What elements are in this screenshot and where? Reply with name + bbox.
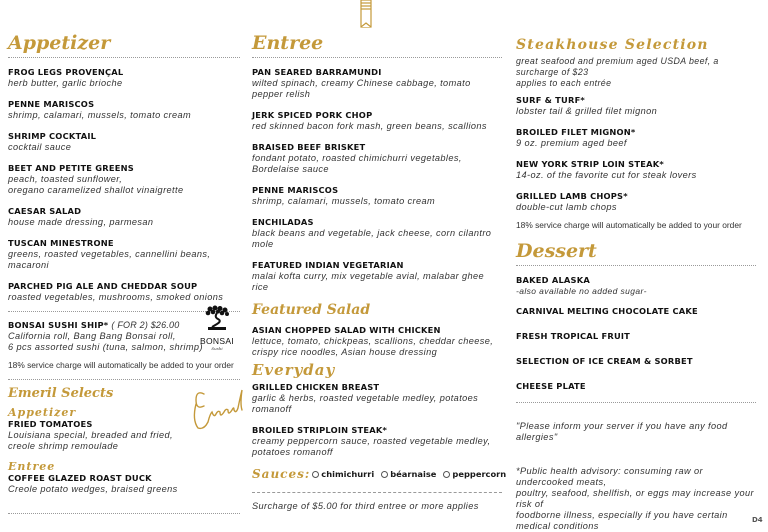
item-desc: lettuce, tomato, chickpeas, scallions, cheddar cheese, — [252, 336, 494, 346]
item-name: CARNIVAL MELTING CHOCOLATE CAKE — [516, 306, 698, 316]
item-desc: greens, roasted vegetables, cannellini beans, macaroni — [8, 249, 211, 270]
item-desc: cocktail sauce — [8, 142, 72, 152]
menu-item — [252, 185, 502, 207]
sauce-option-chimichurri[interactable]: chimichurri — [312, 469, 374, 479]
menu-item — [252, 217, 502, 250]
item-name: FRESH TROPICAL FRUIT — [516, 331, 631, 341]
bonsai-logo-subtext: Sushi — [211, 346, 223, 351]
item-desc: 9 oz. premium aged beef — [516, 138, 627, 148]
item-name: ENCHILADAS — [252, 217, 314, 227]
everyday-heading: Everyday — [252, 361, 336, 379]
bonsai-logo — [198, 305, 236, 351]
item-name: NEW YORK STRIP LOIN STEAK* — [516, 159, 664, 169]
item-name: PAN SEARED BARRAMUNDI — [252, 67, 382, 77]
item-name: ASIAN CHOPPED SALAD WITH CHICKEN — [252, 325, 441, 335]
menu-item — [8, 99, 240, 121]
item-desc: shrimp, calamari, mussels, tomato cream — [8, 110, 192, 120]
menu-item — [252, 142, 502, 175]
item-desc: 14-oz. of the favorite cut for steak lovers — [516, 170, 697, 180]
service-charge-note: 18% service charge will automatically be added to your order — [516, 220, 742, 230]
menu-item — [516, 275, 756, 297]
menu-item — [516, 95, 756, 117]
item-desc: red skinned bacon fork mash, green beans, scallions — [252, 121, 487, 131]
menu-item — [516, 331, 756, 342]
divider — [252, 492, 502, 493]
allergy-note: "Please inform your server if you have any food allergies" — [516, 421, 728, 442]
item-name: COFFEE GLAZED ROAST DUCK — [8, 473, 152, 483]
bonsai-tree-icon — [202, 305, 232, 331]
radio-circle-icon — [381, 471, 388, 478]
item-name: FRIED TOMATOES — [8, 419, 93, 429]
column-right — [516, 0, 756, 532]
item-name: BRAISED BEEF BRISKET — [252, 142, 366, 152]
divider — [516, 402, 756, 403]
sauce-option-peppercorn[interactable]: peppercorn — [443, 469, 506, 479]
item-desc: double-cut lamb chops — [516, 202, 617, 212]
item-name: CAESAR SALAD — [8, 206, 82, 216]
item-name: FEATURED INDIAN VEGETARIAN — [252, 260, 404, 270]
column-middle — [252, 0, 507, 512]
appetizer-heading: Appetizer — [8, 32, 111, 54]
menu-item — [8, 67, 240, 89]
menu-item — [252, 110, 502, 132]
menu-item — [252, 260, 502, 293]
featured-salad-heading: Featured Salad — [252, 302, 371, 318]
menu-item — [8, 163, 240, 196]
divider — [8, 379, 240, 380]
item-desc: California roll, Bang Bang Bonsai roll, — [8, 331, 176, 341]
sauces-label: Sauces: — [252, 467, 311, 481]
item-name: PARCHED PIG ALE AND CHEDDAR SOUP — [8, 281, 198, 291]
item-desc: garlic & herbs, roasted vegetable medley, potatoes romanoff — [252, 393, 479, 414]
item-desc: malai kofta curry, mix vegetable avial, malabar ghee rice — [252, 271, 485, 292]
menu-item — [252, 382, 502, 415]
menu-item — [252, 325, 502, 358]
item-desc: black beans and vegetable, jack cheese, corn cilantro mole — [252, 228, 492, 249]
item-name: FROG LEGS PROVENÇAL — [8, 67, 124, 77]
item-desc: herb butter, garlic brioche — [8, 78, 123, 88]
page-number: D4 — [752, 516, 763, 524]
menu-item — [8, 473, 240, 495]
item-name: BROILED STRIPLOIN STEAK* — [252, 425, 388, 435]
item-name: BONSAI SUSHI SHIP* — [8, 320, 109, 330]
emeril-selects-heading: Emeril Selects — [8, 386, 114, 401]
surcharge-note: Surcharge of $5.00 for third entree or more applies — [252, 501, 479, 511]
item-name: BROILED FILET MIGNON* — [516, 127, 636, 137]
radio-circle-icon — [443, 471, 450, 478]
menu-item — [8, 281, 240, 303]
item-name: JERK SPICED PORK CHOP — [252, 110, 373, 120]
menu-item — [516, 306, 756, 317]
health-advisory: *Public health advisory: consuming raw or undercooked meats, poultry, seafood, shellfish, or eggs may increase your risk of foodborne illness, especially if you have certain medical conditions — [516, 466, 754, 531]
menu-item — [516, 356, 756, 367]
item-desc: roasted vegetables, mushrooms, smoked onions — [8, 292, 224, 302]
steakhouse-intro: great seafood and premium aged USDA beef, a surcharge of $23 — [516, 56, 719, 77]
item-name: SURF & TURF* — [516, 95, 585, 105]
divider — [8, 57, 240, 58]
menu-item — [252, 425, 502, 458]
item-desc: oregano caramelized shallot vinaigrette — [8, 185, 184, 195]
item-desc: 6 pcs assorted sushi (tuna, salmon, shrimp) — [8, 342, 203, 352]
bonsai-logo-text: BONSAI — [200, 336, 234, 346]
item-desc: creamy peppercorn sauce, roasted vegetable medley, — [252, 436, 491, 446]
menu-item — [516, 191, 756, 213]
menu-item — [8, 238, 240, 271]
emeril-entree-label: Entree — [8, 460, 56, 473]
item-name: GRILLED CHICKEN BREAST — [252, 382, 380, 392]
item-desc: crispy rice noodles, Asian house dressing — [252, 347, 438, 357]
column-left — [8, 0, 240, 514]
menu-item — [8, 206, 240, 228]
menu-item — [252, 67, 502, 100]
emeril-appetizer-label: Appetizer — [8, 406, 77, 419]
divider — [8, 513, 240, 514]
menu-item — [516, 381, 756, 392]
emeril-signature-icon — [190, 384, 246, 432]
service-charge-note: 18% service charge will automatically be added to your order — [8, 360, 234, 370]
item-desc: Bordelaise sauce — [252, 164, 329, 174]
item-price: ( FOR 2) $26.00 — [111, 320, 180, 330]
item-name: CHEESE PLATE — [516, 381, 586, 391]
item-name: PENNE MARISCOS — [8, 99, 95, 109]
radio-circle-icon — [312, 471, 319, 478]
item-name: SHRIMP COCKTAIL — [8, 131, 97, 141]
item-desc: wilted spinach, creamy Chinese cabbage, tomato pepper relish — [252, 78, 471, 99]
item-desc: fondant potato, roasted chimichurri vegetables, — [252, 153, 462, 163]
divider — [516, 265, 756, 266]
item-desc: creole shrimp remoulade — [8, 441, 119, 451]
item-name: BEET AND PETITE GREENS — [8, 163, 134, 173]
item-name: PENNE MARISCOS — [252, 185, 339, 195]
dessert-heading: Dessert — [516, 240, 597, 262]
divider — [252, 57, 502, 58]
item-desc: Creole potato wedges, braised greens — [8, 484, 178, 494]
item-desc: -also available no added sugar- — [516, 286, 647, 296]
steakhouse-heading: Steakhouse Selection — [516, 37, 709, 53]
item-desc: lobster tail & grilled filet mignon — [516, 106, 658, 116]
item-name: BAKED ALASKA — [516, 275, 590, 285]
sauces-row — [252, 466, 507, 482]
item-name: GRILLED LAMB CHOPS* — [516, 191, 628, 201]
steakhouse-intro: applies to each entrée — [516, 78, 612, 88]
item-desc: shrimp, calamari, mussels, tomato cream — [252, 196, 436, 206]
item-desc: Louisiana special, breaded and fried, — [8, 430, 173, 440]
sauce-option-bearnaise[interactable]: béarnaise — [381, 469, 436, 479]
item-desc: potatoes romanoff — [252, 447, 333, 457]
entree-heading: Entree — [252, 32, 324, 54]
item-desc: peach, toasted sunflower, — [8, 174, 123, 184]
menu-item — [8, 131, 240, 153]
menu-item — [516, 159, 756, 181]
item-name: TUSCAN MINESTRONE — [8, 238, 114, 248]
menu-item — [516, 127, 756, 149]
item-name: SELECTION OF ICE CREAM & SORBET — [516, 356, 693, 366]
item-desc: house made dressing, parmesan — [8, 217, 154, 227]
